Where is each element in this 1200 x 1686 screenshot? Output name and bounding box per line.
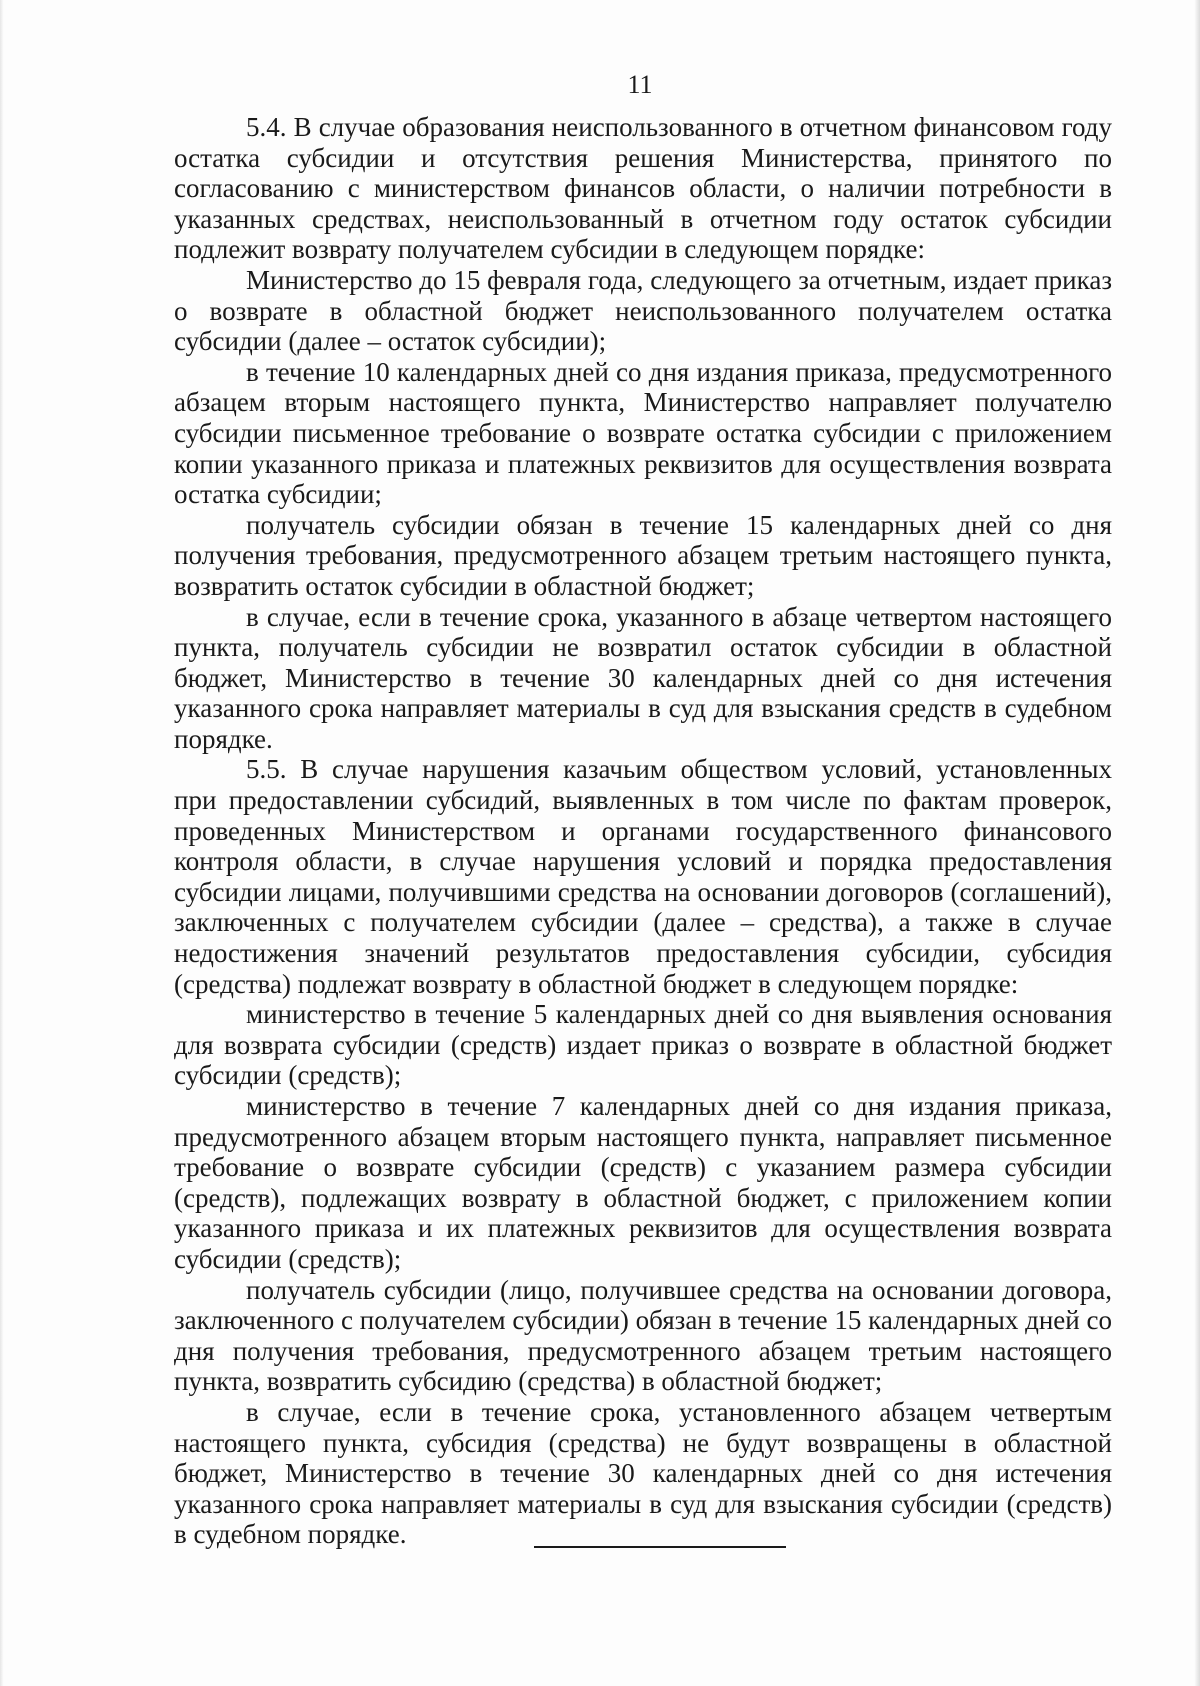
paragraph: получатель субсидии (лицо, получившее средства на основании договора, заключенного с получателем субсидии) обязан в течение 15 календарных дней со дня получения требования, предусмотренного абзацем третьим настоящего пункта, возвратить субсидию (средства) в областной бюджет; [174, 1274, 1112, 1397]
paragraph: министерство в течение 5 календарных дней со дня выявления основания для возврата субсидии (средств) издает приказ о возврате в областной бюджет субсидии (средств); [174, 999, 1112, 1091]
paragraph-5-4: 5.4. В случае образования неиспользованного в отчетном финансовом году остатка субсидии и отсутствия решения Министерства, принятого по согласованию с министерством финансов области, о наличии потребности в указанных средствах, неиспользованный в отчетном году остаток субсидии подлежит возврату получателем субсидии в следующем порядке: [174, 112, 1112, 265]
scan-edge-left [0, 0, 4, 1686]
paragraph: получатель субсидии обязан в течение 15 календарных дней со дня получения требования, предусмотренного абзацем третьим настоящего пункта, возвратить остаток субсидии в областной бюджет; [174, 509, 1112, 601]
paragraph: в случае, если в течение срока, указанного в абзаце четвертом настоящего пункта, получатель субсидии не возвратил остаток субсидии в областной бюджет, Министерство в течение 30 календарных дней со дня истечения указанного срока направляет материалы в суд для взыскания средств в судебном порядке. [174, 601, 1112, 754]
paragraph: в течение 10 календарных дней со дня издания приказа, предусмотренного абзацем вторым настоящего пункта, Министерство направляет получателю субсидии письменное требование о возврате остатка субсидии с приложением копии указанного приказа и платежных реквизитов для осуществления возврата остатка субсидии; [174, 356, 1112, 510]
paragraph: Министерство до 15 февраля года, следующего за отчетным, издает приказ о возврате в областной бюджет неиспользованного получателем остатка субсидии (далее – остаток субсидии); [174, 264, 1112, 357]
document-body [174, 112, 1112, 1550]
paragraph-5-5: 5.5. В случае нарушения казачьим обществом условий, установленных при предоставлении субсидий, выявленных в том числе по фактам проверок, проведенных Министерством и органами государственного финансового контроля области, в случае нарушения условий и порядка предоставления субсидии лицами, получившими средства на основании договоров (соглашений), заключенных с получателем субсидии (далее – средства), а также в случае недостижения значений результатов предоставления субсидии, субсидия (средства) подлежат возврату в областной бюджет в следующем порядке: [174, 754, 1112, 999]
paragraph: в случае, если в течение срока, установленного абзацем четвертым настоящего пункта, субсидия (средства) не будут возвращены в областной бюджет, Министерство в течение 30 календарных дней со дня истечения указанного срока направляет материалы в суд для взыскания субсидии (средств) в судебном порядке. [174, 1396, 1112, 1550]
paragraph: министерство в течение 7 календарных дней со дня издания приказа, предусмотренного абзацем вторым настоящего пункта, направляет письменное требование о возврате субсидии (средств) с указанием размера субсидии (средств), подлежащих возврату в областной бюджет, с приложением копии указанного приказа и их платежных реквизитов для осуществления возврата субсидии (средств); [174, 1091, 1112, 1274]
end-of-text-rule [534, 1546, 786, 1548]
scan-edge-right [1194, 0, 1200, 1686]
page-number: 11 [627, 70, 653, 99]
